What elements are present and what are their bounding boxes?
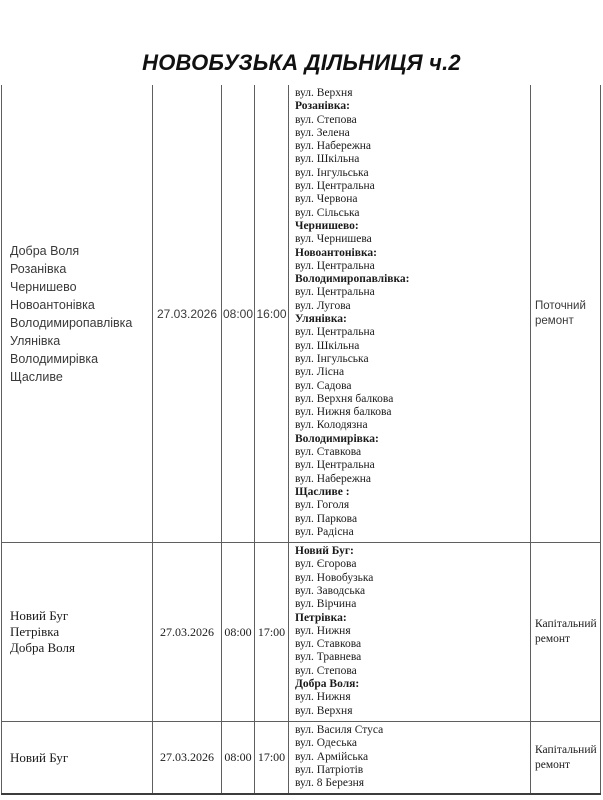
village-heading: Петрівка: xyxy=(295,611,347,624)
street-name: вул. Нижня xyxy=(295,691,351,704)
schedule-table-body xyxy=(2,85,601,794)
street-name: вул. Лугова xyxy=(295,299,351,312)
street-name: вул. Одеська xyxy=(295,737,358,750)
village-heading: Улянівка: xyxy=(295,313,347,326)
village-heading: Щасливе : xyxy=(295,485,350,498)
street-name: вул. Нижня xyxy=(295,624,351,637)
street-name: вул. Набережна xyxy=(295,472,372,485)
repair-type-cell: Поточний ремонт xyxy=(531,85,601,543)
date-cell: 27.03.2026 xyxy=(153,543,222,722)
settlement-name: Чернишево xyxy=(10,279,77,294)
start-time-cell: 08:00 xyxy=(222,721,255,794)
street-name: вул. Нижня балкова xyxy=(295,406,392,419)
street-name: вул. Вірчина xyxy=(295,598,357,611)
street-name: вул. Центральна xyxy=(295,326,375,339)
settlement-name: Володимирівка xyxy=(10,351,99,366)
settlement-name: Щасливе xyxy=(10,369,63,384)
streets-cell xyxy=(289,85,531,543)
street-name: вул. Ставкова xyxy=(295,638,362,651)
table-row xyxy=(2,543,601,722)
settlement-name: Добра Воля xyxy=(10,640,75,656)
end-time-cell: 17:00 xyxy=(255,721,289,794)
street-name: вул. Червона xyxy=(295,193,358,206)
date-cell: 27.03.2026 xyxy=(153,721,222,794)
date-cell: 27.03.2026 xyxy=(153,85,222,543)
start-time-cell: 08:00 xyxy=(222,85,255,543)
page-title: НОВОБУЗЬКА ДІЛЬНИЦЯ ч.2 xyxy=(142,50,461,75)
document-page xyxy=(0,50,603,800)
street-name: вул. Шкільна xyxy=(295,153,360,166)
street-name: вул. Гоголя xyxy=(295,499,350,512)
street-name: вул. Набережна xyxy=(295,140,372,153)
end-time-cell: 17:00 xyxy=(255,543,289,722)
street-name: вул. Єгорова xyxy=(295,558,357,571)
settlements-cell xyxy=(2,721,153,794)
settlement-name: Улянівка xyxy=(10,333,61,348)
settlement-name: Добра Воля xyxy=(10,243,80,258)
street-name: вул. Паркова xyxy=(295,512,358,525)
street-name: вул. Інгульська xyxy=(295,166,369,179)
street-name: вул. Патріотів xyxy=(295,763,364,776)
start-time-cell: 08:00 xyxy=(222,543,255,722)
street-name: вул. Шкільна xyxy=(295,339,360,352)
settlements-cell xyxy=(2,543,153,722)
village-heading: Добра Воля: xyxy=(295,678,360,691)
street-name: вул. Радісна xyxy=(295,525,354,538)
village-heading: Володимиропавлівка: xyxy=(295,273,410,286)
street-name: вул. Чернишева xyxy=(295,233,372,246)
village-heading: Новоантонівка: xyxy=(295,246,377,259)
table-row xyxy=(2,721,601,794)
streets-cell xyxy=(289,543,531,722)
streets-cell xyxy=(289,721,531,794)
street-name: вул. Степова xyxy=(295,113,357,126)
village-heading: Чернишево: xyxy=(295,219,359,232)
settlement-name: Новий Буг xyxy=(10,749,69,765)
settlement-name: Новоантонівка xyxy=(10,297,95,312)
street-name: вул. Лісна xyxy=(295,366,345,379)
street-name: вул. Верхня xyxy=(295,704,353,717)
village-heading: Розанівка: xyxy=(295,100,350,113)
street-name: вул. Степова xyxy=(295,664,357,677)
street-name: вул. Зелена xyxy=(295,126,350,139)
village-heading: Новий Буг: xyxy=(295,545,354,558)
street-name: вул. Верхня балкова xyxy=(295,392,394,405)
outage-schedule-table xyxy=(1,85,601,795)
street-name: вул. 8 Березня xyxy=(295,777,365,790)
street-name: вул. Колодязна xyxy=(295,419,368,432)
settlements-cell xyxy=(2,85,153,543)
street-name: вул. Центральна xyxy=(295,286,375,299)
street-name: вул. Центральна xyxy=(295,259,375,272)
end-time-cell: 16:00 xyxy=(255,85,289,543)
settlement-name: Новий Буг xyxy=(10,608,69,624)
settlement-name: Розанівка xyxy=(10,261,67,276)
street-name: вул. Заводська xyxy=(295,584,366,597)
village-heading: Володимирівка: xyxy=(295,432,379,445)
settlement-name: Петрівка xyxy=(10,624,60,640)
street-name: вул. Ставкова xyxy=(295,446,362,459)
repair-type-cell: Капітальний ремонт xyxy=(531,721,601,794)
street-name: вул. Травнева xyxy=(295,651,362,664)
street-name: вул. Василя Стуса xyxy=(295,723,384,736)
street-name: вул. Армійська xyxy=(295,750,369,763)
street-name: вул. Сільська xyxy=(295,206,360,219)
street-name: вул. Центральна xyxy=(295,459,375,472)
street-name: вул. Інгульська xyxy=(295,352,369,365)
street-name: вул. Верхня xyxy=(295,87,353,99)
street-name: вул. Садова xyxy=(295,379,352,392)
repair-type-cell: Капітальний ремонт xyxy=(531,543,601,722)
street-name: вул. Центральна xyxy=(295,180,375,193)
street-name: вул. Новобузька xyxy=(295,571,374,584)
table-row xyxy=(2,85,601,543)
settlement-name: Володимиропавлівка xyxy=(10,315,133,330)
